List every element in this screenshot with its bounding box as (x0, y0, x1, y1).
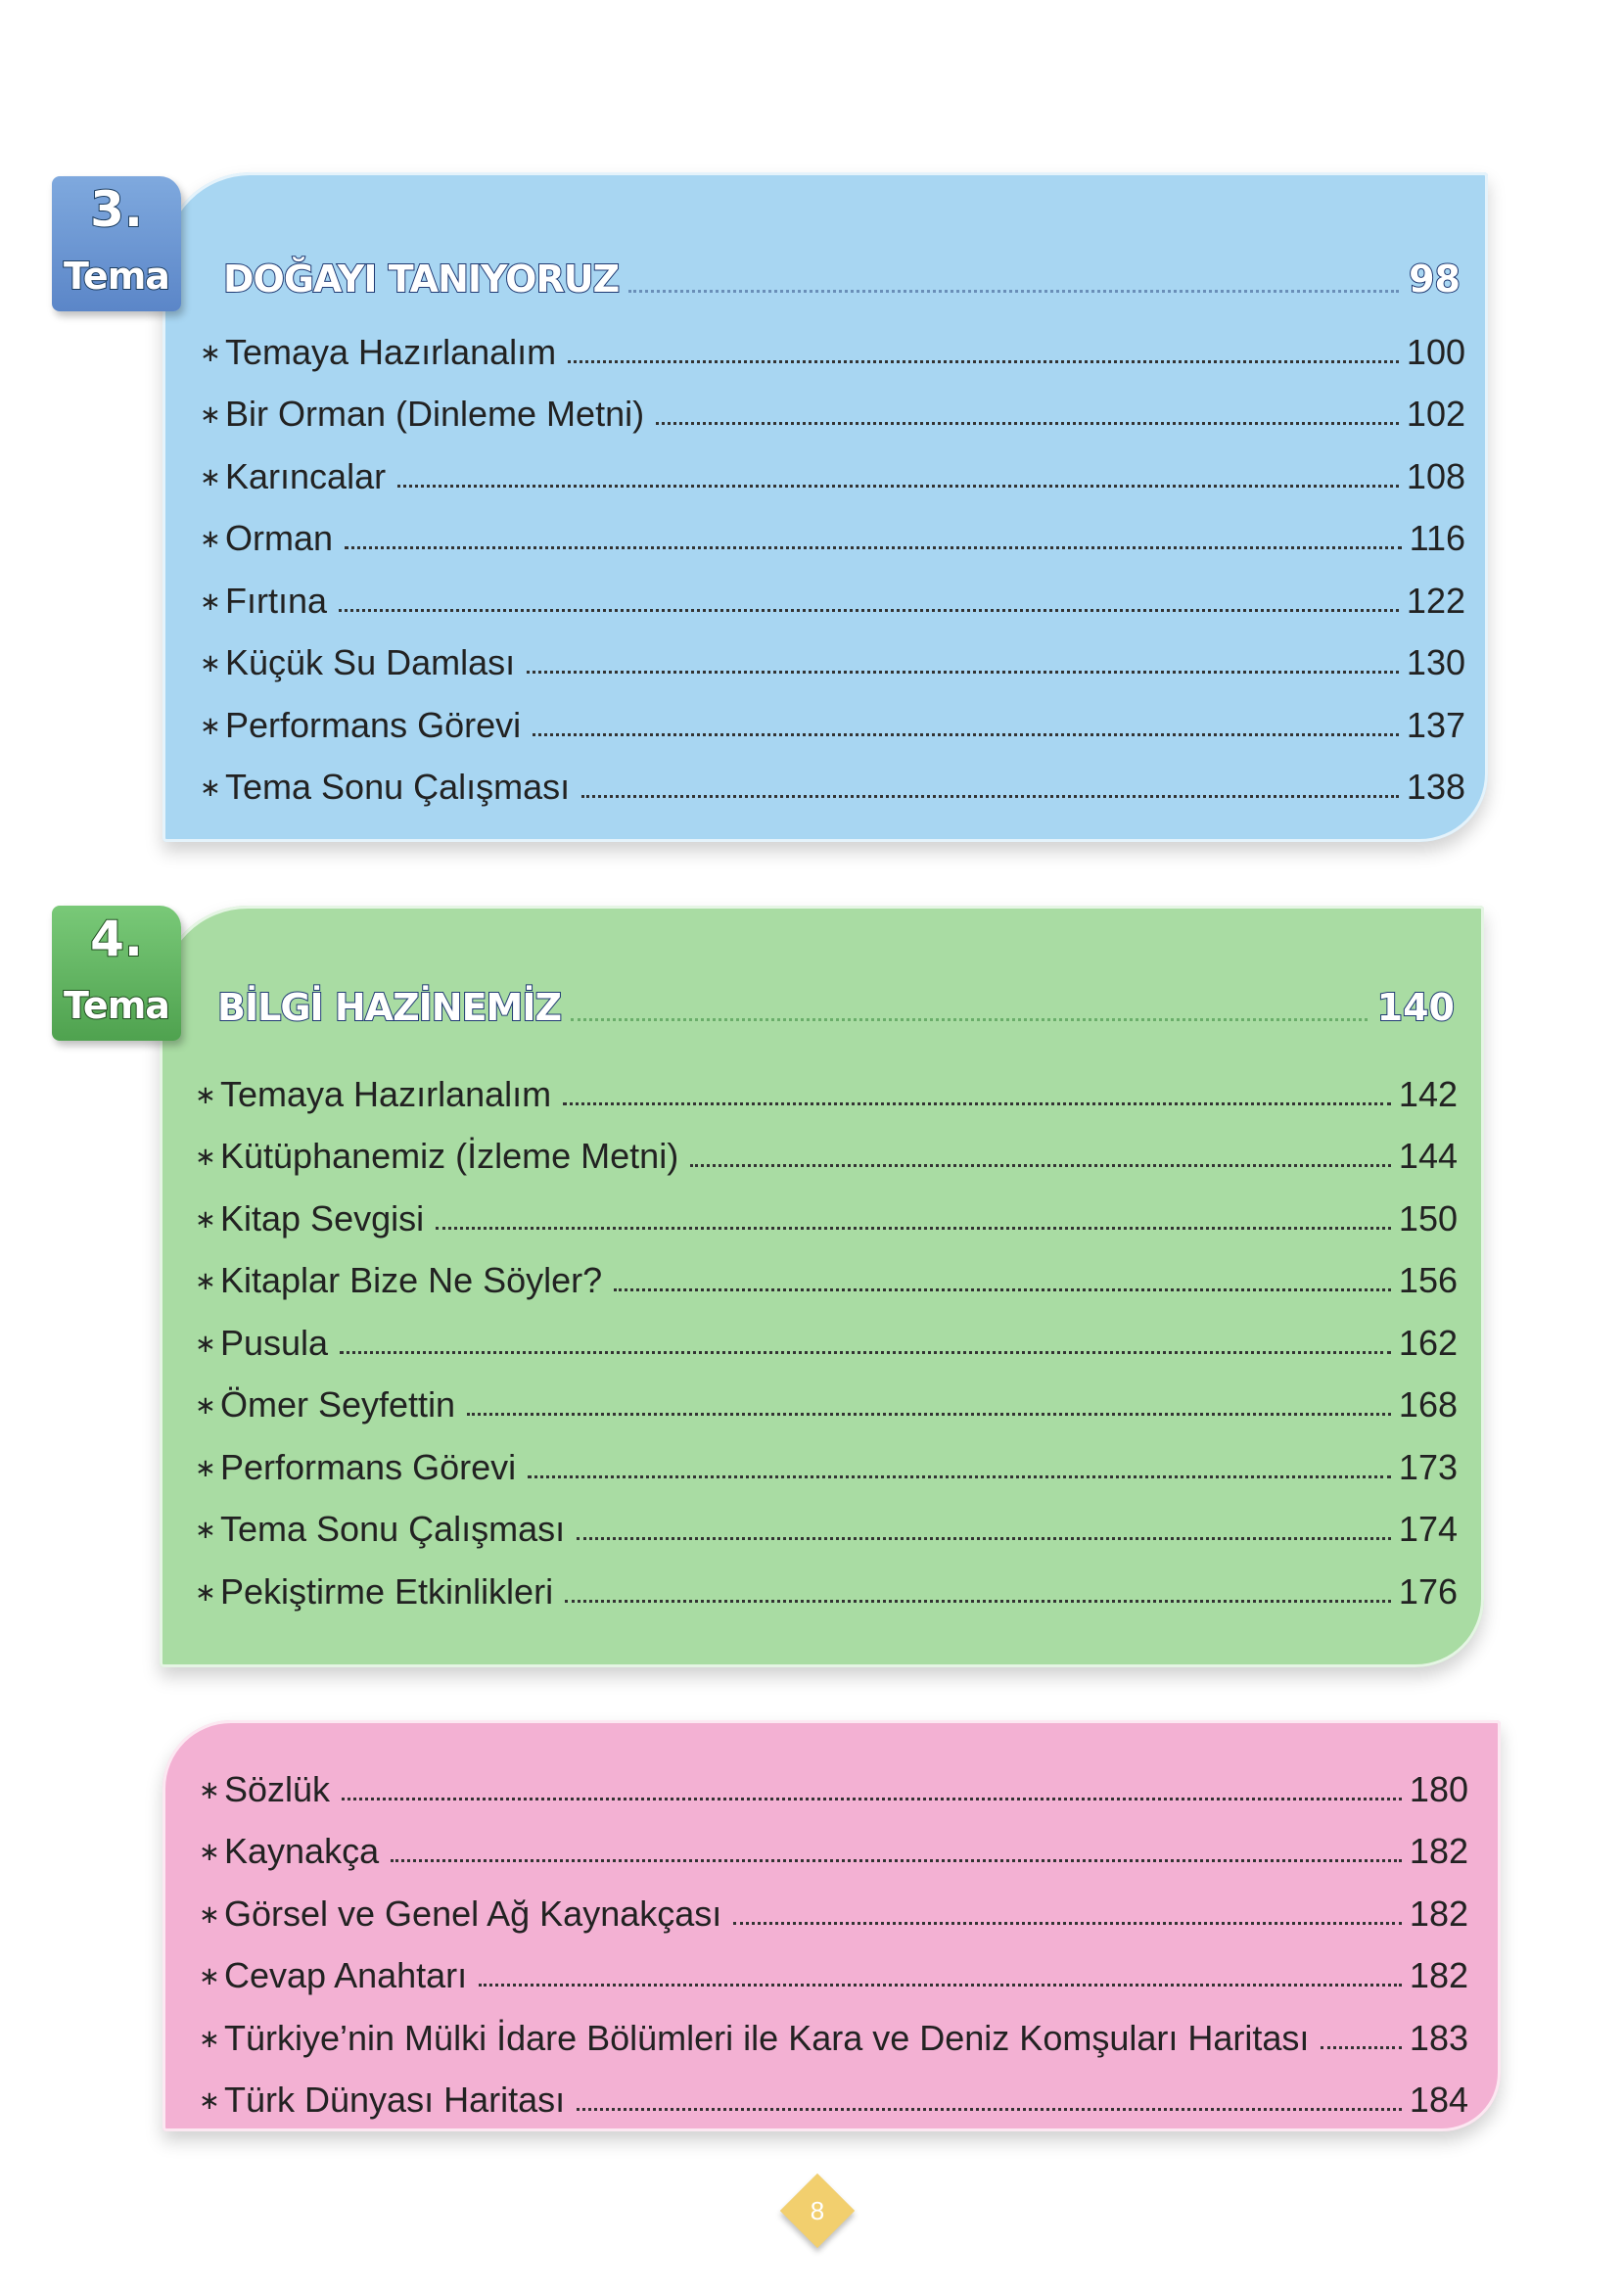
toc-item[interactable] (195, 1240, 1458, 1303)
bullet-icon: ∗ (199, 2023, 220, 2053)
theme-title: BİLGİ HAZİNEMİZ (217, 986, 562, 1029)
toc-item-label: Türk Dünyası Haritası (224, 2080, 566, 2120)
leader-dots (563, 1102, 1391, 1105)
toc-item[interactable] (199, 1749, 1468, 1811)
toc-item-label: Performans Görevi (225, 704, 522, 745)
theme-4-badge (52, 906, 181, 1041)
toc-item[interactable] (195, 1178, 1458, 1240)
leader-dots (391, 1859, 1402, 1862)
toc-item-page: 156 (1398, 1260, 1458, 1300)
toc-item[interactable] (195, 1426, 1458, 1489)
toc-item-page: 100 (1406, 331, 1465, 372)
toc-item-page: 108 (1406, 455, 1465, 496)
toc-item-page: 182 (1409, 1831, 1468, 1871)
leader-dots (577, 2108, 1402, 2111)
theme-start-page: 98 (1409, 257, 1461, 301)
toc-item-label: Kitaplar Bize Ne Söyler? (220, 1260, 603, 1300)
toc-item-label: Sözlük (224, 1768, 331, 1809)
toc-item-label: Türkiye’nin Mülki İdare Bölümleri ile Kara ve Deniz Komşuları Haritası (224, 2017, 1310, 2058)
bullet-icon: ∗ (199, 1898, 220, 1929)
theme-3-toc (200, 311, 1465, 809)
toc-item[interactable] (195, 1365, 1458, 1427)
theme-start-page: 140 (1376, 986, 1455, 1029)
toc-item-page: 142 (1398, 1073, 1458, 1114)
leader-dots (467, 1413, 1391, 1416)
toc-item[interactable] (199, 1811, 1468, 1874)
leader-dots (733, 1922, 1402, 1925)
theme-title: DOĞAYI TANIYORUZ (223, 257, 620, 301)
theme-4-toc (195, 1053, 1458, 1613)
toc-item-label: Performans Görevi (220, 1446, 517, 1487)
toc-item-page: 174 (1398, 1509, 1458, 1549)
toc-item-label: Bir Orman (Dinleme Metni) (225, 394, 645, 434)
toc-item-label: Kitap Sevgisi (220, 1197, 425, 1239)
theme-4-title-row (217, 985, 1455, 1030)
toc-item[interactable] (195, 1053, 1458, 1116)
toc-item-page: 183 (1409, 2017, 1468, 2058)
toc-item-page: 137 (1406, 704, 1465, 745)
leader-dots (342, 1798, 1402, 1800)
bullet-icon: ∗ (195, 1266, 216, 1295)
toc-item[interactable] (200, 684, 1465, 747)
theme-label: Tema (64, 984, 169, 1027)
bullet-icon: ∗ (195, 1515, 216, 1544)
toc-item[interactable] (199, 1997, 1468, 2060)
toc-item-page: 173 (1398, 1446, 1458, 1487)
toc-item-label: Ömer Seyfettin (220, 1384, 456, 1425)
leader-dots (568, 360, 1399, 363)
bullet-icon: ∗ (195, 1452, 216, 1482)
toc-item-label: Tema Sonu Çalışması (225, 767, 571, 807)
toc-item-page: 182 (1409, 1955, 1468, 1995)
toc-item-page: 182 (1409, 1893, 1468, 1934)
toc-item-page: 116 (1409, 518, 1465, 558)
leader-dots (571, 1018, 1368, 1021)
toc-item-label: Görsel ve Genel Ağ Kaynakçası (224, 1893, 722, 1934)
toc-item[interactable] (200, 623, 1465, 685)
appendix-toc (199, 1749, 1468, 2122)
leader-dots (628, 290, 1399, 293)
toc-item[interactable] (200, 560, 1465, 623)
toc-item-label: Pekiştirme Etkinlikleri (220, 1570, 554, 1612)
toc-item-label: Fırtına (225, 580, 328, 621)
bullet-icon: ∗ (199, 1774, 220, 1804)
toc-item[interactable] (195, 1551, 1458, 1613)
toc-item[interactable] (199, 1873, 1468, 1936)
bullet-icon: ∗ (195, 1203, 216, 1234)
bullet-icon: ∗ (195, 1328, 216, 1358)
bullet-icon: ∗ (195, 1142, 216, 1171)
leader-dots (581, 795, 1399, 798)
toc-item-page: 150 (1398, 1197, 1458, 1239)
toc-item[interactable] (200, 374, 1465, 437)
leader-dots (1321, 2046, 1402, 2049)
bullet-icon: ∗ (200, 399, 221, 429)
toc-item-page: 168 (1398, 1384, 1458, 1425)
leader-dots (656, 422, 1399, 425)
leader-dots (565, 1600, 1391, 1603)
toc-item-label: Cevap Anahtarı (224, 1955, 468, 1995)
toc-item-page: 162 (1398, 1322, 1458, 1363)
bullet-icon: ∗ (195, 1079, 216, 1109)
leader-dots (528, 1475, 1391, 1478)
bullet-icon: ∗ (195, 1390, 216, 1420)
leader-dots (614, 1288, 1391, 1291)
bullet-icon: ∗ (200, 337, 221, 367)
toc-item[interactable] (199, 2060, 1468, 2123)
toc-item-label: Pusula (220, 1322, 329, 1363)
toc-item-page: 176 (1398, 1570, 1458, 1612)
toc-item[interactable] (200, 311, 1465, 374)
toc-item-label: Orman (225, 518, 334, 558)
theme-label: Tema (64, 255, 169, 298)
toc-item-page: 122 (1406, 580, 1465, 621)
leader-dots (345, 546, 1402, 549)
toc-item-page: 102 (1406, 394, 1465, 434)
bullet-icon: ∗ (199, 1837, 220, 1866)
toc-item[interactable] (200, 747, 1465, 810)
toc-item[interactable] (195, 1489, 1458, 1552)
page-number: 8 (810, 2196, 825, 2225)
toc-item-page: 180 (1409, 1768, 1468, 1809)
toc-item-label: Karıncalar (225, 455, 387, 496)
theme-3-title-row (223, 257, 1461, 302)
bullet-icon: ∗ (200, 585, 221, 616)
theme-number: 3. (90, 181, 143, 238)
bullet-icon: ∗ (200, 710, 221, 740)
theme-number: 4. (90, 911, 143, 967)
leader-dots (479, 1984, 1402, 1987)
leader-dots (397, 485, 1399, 488)
leader-dots (577, 1537, 1391, 1540)
toc-item-label: Küçük Su Damlası (225, 642, 516, 682)
leader-dots (527, 671, 1399, 674)
toc-item-page: 138 (1406, 767, 1465, 807)
toc-item-page: 130 (1406, 642, 1465, 682)
toc-item-page: 144 (1398, 1136, 1458, 1176)
bullet-icon: ∗ (195, 1576, 216, 1607)
toc-item-label: Kütüphanemiz (İzleme Metni) (220, 1136, 679, 1176)
leader-dots (690, 1164, 1391, 1167)
bullet-icon: ∗ (200, 772, 221, 802)
toc-item[interactable] (199, 1936, 1468, 1998)
toc-item[interactable] (200, 436, 1465, 498)
bullet-icon: ∗ (200, 461, 221, 491)
bullet-icon: ∗ (199, 2085, 220, 2115)
theme-3-badge (52, 176, 181, 311)
bullet-icon: ∗ (200, 524, 221, 553)
toc-item[interactable] (200, 498, 1465, 561)
bullet-icon: ∗ (199, 1961, 220, 1990)
toc-item-label: Temaya Hazırlanalım (225, 331, 557, 372)
toc-item-label: Temaya Hazırlanalım (220, 1073, 552, 1114)
toc-item-label: Kaynakça (224, 1831, 380, 1871)
leader-dots (339, 609, 1399, 612)
toc-item[interactable] (195, 1116, 1458, 1179)
toc-item[interactable] (195, 1302, 1458, 1365)
leader-dots (436, 1227, 1391, 1230)
toc-item-page: 184 (1409, 2080, 1468, 2120)
toc-item-label: Tema Sonu Çalışması (220, 1509, 566, 1549)
leader-dots (340, 1351, 1391, 1354)
bullet-icon: ∗ (200, 648, 221, 678)
leader-dots (533, 733, 1399, 736)
